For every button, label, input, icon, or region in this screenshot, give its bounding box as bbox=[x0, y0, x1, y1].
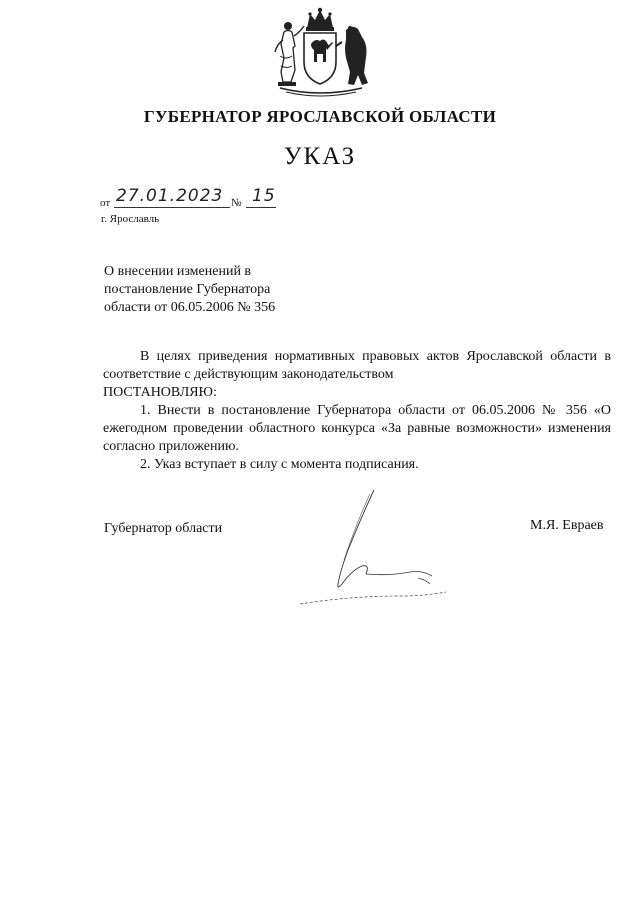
issue-city: г. Ярославль bbox=[101, 213, 160, 225]
left-supporter-icon bbox=[275, 22, 304, 86]
signatory-title: Губернатор области bbox=[104, 521, 223, 536]
right-supporter-icon bbox=[336, 26, 368, 85]
document-subject bbox=[104, 263, 344, 317]
subject-line: О внесении изменений в bbox=[104, 264, 252, 279]
decree-body bbox=[103, 348, 611, 474]
document-type-heading: УКАЗ bbox=[283, 143, 357, 170]
crown-icon bbox=[306, 8, 334, 31]
date-prefix-label: от bbox=[100, 197, 111, 209]
number-prefix-label: № bbox=[231, 197, 242, 209]
subject-line: постановление Губернатора bbox=[104, 282, 271, 297]
decree-item-1: 1. Внести в постановление Губернатора области от 06.05.2006 № 356 «О ежегодном проведении областного конкурса «За равные возможности» изменения согласно приложению. bbox=[103, 403, 611, 454]
decree-word: ПОСТАНОВЛЯЮ: bbox=[103, 385, 217, 400]
issuing-authority-title: ГУБЕРНАТОР ЯРОСЛАВСКОЙ ОБЛАСТИ bbox=[143, 107, 497, 126]
subject-line: области от 06.05.2006 № 356 bbox=[104, 300, 276, 315]
yaroslavl-coat-of-arms-icon bbox=[266, 6, 374, 98]
handwritten-number: 15 bbox=[252, 186, 276, 206]
date-underline bbox=[114, 207, 230, 208]
handwritten-date: 27.01.2023 bbox=[116, 186, 224, 206]
preamble-paragraph: В целях приведения нормативных правовых актов Ярославской области в соответствие с действующим законодательством bbox=[103, 349, 611, 382]
handwritten-signature-icon bbox=[290, 480, 450, 615]
signatory-name: М.Я. Евраев bbox=[530, 518, 604, 533]
number-underline bbox=[246, 207, 276, 208]
decree-item-2: 2. Указ вступает в силу с момента подписания. bbox=[140, 457, 419, 472]
